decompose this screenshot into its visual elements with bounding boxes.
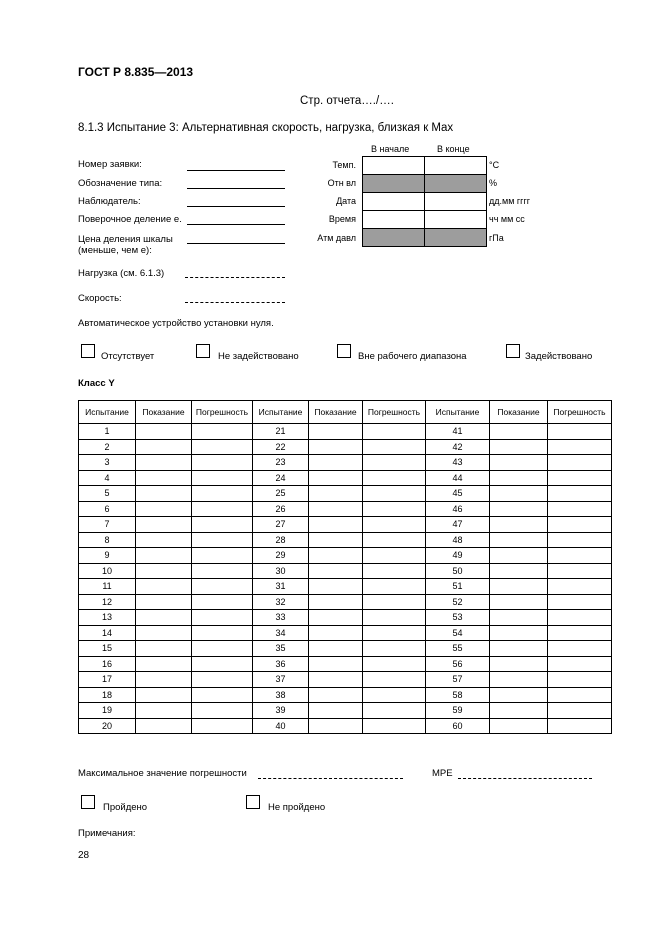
reading-cell[interactable] (490, 532, 548, 548)
reading-cell[interactable] (490, 501, 548, 517)
test-number-cell: 5 (79, 486, 136, 502)
error-cell[interactable] (548, 470, 612, 486)
header-test-3: Испытание (426, 401, 490, 424)
test-number-cell: 11 (79, 579, 136, 595)
error-cell[interactable] (363, 563, 426, 579)
temp-end-cell[interactable] (425, 157, 487, 175)
humidity-unit: % (489, 178, 498, 188)
error-cell[interactable] (548, 563, 612, 579)
reading-cell[interactable] (490, 486, 548, 502)
test-number-cell: 58 (426, 687, 490, 703)
test-number-cell: 50 (426, 563, 490, 579)
reading-cell[interactable] (490, 424, 548, 440)
error-cell[interactable] (548, 548, 612, 564)
reading-cell[interactable] (490, 641, 548, 657)
type-designation-field[interactable] (187, 188, 285, 189)
notes-label: Примечания: (78, 828, 136, 839)
reading-cell[interactable] (136, 687, 192, 703)
table-row (79, 548, 612, 564)
test-number-cell: 28 (253, 532, 309, 548)
max-error-label: Максимальное значение погрешности (78, 768, 247, 779)
error-cell[interactable] (363, 455, 426, 471)
error-cell[interactable] (548, 703, 612, 719)
test-number-cell: 49 (426, 548, 490, 564)
header-error-2: Погрешность (363, 401, 426, 424)
error-cell[interactable] (363, 470, 426, 486)
test-number-cell: 9 (79, 548, 136, 564)
start-column-header: В начале (371, 144, 410, 154)
header-test-2: Испытание (253, 401, 309, 424)
test-number-cell: 56 (426, 656, 490, 672)
test-number-cell: 31 (253, 579, 309, 595)
error-cell[interactable] (363, 687, 426, 703)
error-cell[interactable] (363, 424, 426, 440)
error-cell[interactable] (548, 486, 612, 502)
test-number-cell: 17 (79, 672, 136, 688)
reading-cell[interactable] (490, 656, 548, 672)
reading-cell[interactable] (309, 687, 363, 703)
error-cell[interactable] (363, 718, 426, 734)
table-row (79, 610, 612, 626)
error-cell[interactable] (548, 532, 612, 548)
reading-cell[interactable] (136, 641, 192, 657)
reading-cell[interactable] (490, 579, 548, 595)
header-error-3: Погрешность (548, 401, 612, 424)
test-number-cell: 59 (426, 703, 490, 719)
reading-cell[interactable] (136, 563, 192, 579)
error-cell[interactable] (548, 641, 612, 657)
test-number-cell: 14 (79, 625, 136, 641)
header-reading-2: Показание (309, 401, 363, 424)
failed-checkbox[interactable] (246, 795, 260, 809)
table-row (79, 532, 612, 548)
test-number-cell: 19 (79, 703, 136, 719)
test-number-cell: 48 (426, 532, 490, 548)
error-cell[interactable] (192, 532, 253, 548)
load-label: Нагрузка (см. 6.1.3) (78, 268, 165, 279)
test-number-cell: 54 (426, 625, 490, 641)
temp-unit: °C (489, 160, 500, 170)
reading-cell[interactable] (309, 563, 363, 579)
error-cell[interactable] (192, 517, 253, 533)
test-number-cell: 38 (253, 687, 309, 703)
type-designation-label: Обозначение типа: (78, 178, 163, 189)
error-cell[interactable] (363, 703, 426, 719)
table-row (79, 625, 612, 641)
test-number-cell: 42 (426, 439, 490, 455)
passed-checkbox[interactable] (81, 795, 95, 809)
temp-start-cell[interactable] (363, 157, 425, 175)
error-cell[interactable] (363, 548, 426, 564)
error-cell[interactable] (363, 579, 426, 595)
option-out-of-range-checkbox[interactable] (337, 344, 351, 358)
reading-cell[interactable] (490, 548, 548, 564)
observer-label: Наблюдатель: (78, 196, 141, 207)
error-cell[interactable] (548, 687, 612, 703)
test-number-cell: 22 (253, 439, 309, 455)
application-number-label: Номер заявки: (78, 159, 142, 170)
table-row (79, 703, 612, 719)
application-number-field[interactable] (187, 170, 285, 171)
temp-label: Темп. (332, 160, 356, 170)
reading-cell[interactable] (136, 517, 192, 533)
standard-number: ГОСТ Р 8.835—2013 (78, 65, 194, 79)
test-number-cell: 39 (253, 703, 309, 719)
reading-cell[interactable] (136, 548, 192, 564)
reading-cell[interactable] (136, 610, 192, 626)
table-row (79, 656, 612, 672)
zero-device-title: Автоматическое устройство установки нуля. (78, 318, 274, 329)
humidity-label: Отн вл (327, 178, 356, 188)
reading-cell[interactable] (490, 455, 548, 471)
reading-cell[interactable] (490, 563, 548, 579)
error-cell[interactable] (548, 718, 612, 734)
test-number-cell: 33 (253, 610, 309, 626)
error-cell[interactable] (363, 610, 426, 626)
reading-cell[interactable] (309, 424, 363, 440)
test-number-cell: 40 (253, 718, 309, 734)
error-cell[interactable] (363, 486, 426, 502)
error-cell[interactable] (363, 594, 426, 610)
test-number-cell: 8 (79, 532, 136, 548)
table-row (79, 501, 612, 517)
test-number-cell: 36 (253, 656, 309, 672)
report-page-reference: Стр. отчета…./…. (300, 95, 394, 107)
test-number-cell: 7 (79, 517, 136, 533)
error-cell[interactable] (548, 672, 612, 688)
test-number-cell: 1 (79, 424, 136, 440)
reading-cell[interactable] (309, 718, 363, 734)
pressure-label: Атм давл (317, 233, 356, 243)
reading-cell[interactable] (309, 439, 363, 455)
reading-cell[interactable] (136, 672, 192, 688)
reading-cell[interactable] (136, 656, 192, 672)
date-end-cell[interactable] (425, 193, 487, 211)
reading-cell[interactable] (136, 532, 192, 548)
test-number-cell: 41 (426, 424, 490, 440)
scale-interval-note: (меньше, чем e): (78, 245, 152, 256)
table-row (79, 594, 612, 610)
error-cell[interactable] (363, 517, 426, 533)
verification-interval-label: Поверочное деление e. (78, 214, 182, 225)
time-end-cell[interactable] (425, 211, 487, 229)
reading-cell[interactable] (136, 501, 192, 517)
error-cell[interactable] (548, 625, 612, 641)
reading-cell[interactable] (309, 470, 363, 486)
header-reading-3: Показание (490, 401, 548, 424)
reading-cell[interactable] (136, 470, 192, 486)
error-cell[interactable] (548, 424, 612, 440)
option-active-label: Задействовано (525, 351, 593, 362)
option-inactive-label: Не задействовано (218, 351, 299, 362)
option-inactive-checkbox[interactable] (196, 344, 210, 358)
section-title: 8.1.3 Испытание 3: Альтернативная скорость, нагрузка, близкая к Max (78, 122, 454, 134)
reading-cell[interactable] (490, 625, 548, 641)
test-number-cell: 51 (426, 579, 490, 595)
test-number-cell: 15 (79, 641, 136, 657)
error-cell[interactable] (363, 532, 426, 548)
test-number-cell: 30 (253, 563, 309, 579)
reading-cell[interactable] (136, 718, 192, 734)
table-row (79, 718, 612, 734)
test-number-cell: 23 (253, 455, 309, 471)
table-row (79, 563, 612, 579)
error-cell[interactable] (363, 501, 426, 517)
error-cell[interactable] (192, 656, 253, 672)
test-number-cell: 26 (253, 501, 309, 517)
reading-cell[interactable] (136, 594, 192, 610)
reading-cell[interactable] (490, 594, 548, 610)
time-label: Время (328, 214, 356, 224)
test-number-cell: 12 (79, 594, 136, 610)
time-unit: чч мм сс (489, 214, 525, 224)
error-cell[interactable] (192, 470, 253, 486)
test-number-cell: 32 (253, 594, 309, 610)
error-cell[interactable] (548, 656, 612, 672)
conditions-grid (362, 156, 487, 247)
reading-cell[interactable] (309, 672, 363, 688)
reading-cell[interactable] (309, 594, 363, 610)
table-row (79, 455, 612, 471)
test-number-cell: 43 (426, 455, 490, 471)
error-cell[interactable] (363, 641, 426, 657)
load-field[interactable] (185, 277, 285, 278)
test-number-cell: 24 (253, 470, 309, 486)
mpe-label: MPE (432, 768, 453, 779)
passed-label: Пройдено (103, 802, 148, 813)
reading-cell[interactable] (309, 517, 363, 533)
reading-cell[interactable] (136, 625, 192, 641)
error-cell[interactable] (192, 455, 253, 471)
reading-cell[interactable] (490, 672, 548, 688)
error-cell[interactable] (192, 687, 253, 703)
reading-cell[interactable] (309, 455, 363, 471)
test-number-cell: 34 (253, 625, 309, 641)
reading-cell[interactable] (136, 579, 192, 595)
option-absent-checkbox[interactable] (81, 344, 95, 358)
reading-cell[interactable] (490, 718, 548, 734)
error-cell[interactable] (548, 610, 612, 626)
error-cell[interactable] (192, 439, 253, 455)
error-cell[interactable] (548, 439, 612, 455)
table-row (79, 486, 612, 502)
scale-interval-field[interactable] (187, 243, 285, 244)
class-label: Класс Y (78, 378, 115, 389)
humidity-start-cell[interactable] (363, 175, 425, 193)
page-number: 28 (78, 850, 90, 861)
reading-cell[interactable] (136, 439, 192, 455)
error-cell[interactable] (548, 517, 612, 533)
test-number-cell: 57 (426, 672, 490, 688)
header-error-1: Погрешность (192, 401, 253, 424)
option-absent-label: Отсутствует (101, 351, 155, 362)
test-number-cell: 27 (253, 517, 309, 533)
reading-cell[interactable] (136, 486, 192, 502)
speed-field[interactable] (185, 302, 285, 303)
test-number-cell: 60 (426, 718, 490, 734)
table-row (79, 424, 612, 440)
max-error-field[interactable] (258, 778, 403, 779)
reading-cell[interactable] (136, 455, 192, 471)
scale-interval-label: Цена деления шкалы (78, 234, 173, 245)
end-column-header: В конце (437, 144, 470, 154)
reading-cell[interactable] (490, 703, 548, 719)
error-cell[interactable] (192, 703, 253, 719)
speed-label: Скорость: (78, 293, 122, 304)
test-number-cell: 3 (79, 455, 136, 471)
test-number-cell: 16 (79, 656, 136, 672)
error-cell[interactable] (192, 424, 253, 440)
error-cell[interactable] (192, 563, 253, 579)
reading-cell[interactable] (309, 486, 363, 502)
error-cell[interactable] (192, 641, 253, 657)
pressure-end-cell[interactable] (425, 229, 487, 247)
test-number-cell: 6 (79, 501, 136, 517)
reading-cell[interactable] (309, 625, 363, 641)
error-cell[interactable] (192, 625, 253, 641)
table-row (79, 672, 612, 688)
test-number-cell: 52 (426, 594, 490, 610)
reading-cell[interactable] (309, 548, 363, 564)
test-number-cell: 44 (426, 470, 490, 486)
test-number-cell: 46 (426, 501, 490, 517)
table-row (79, 579, 612, 595)
test-number-cell: 47 (426, 517, 490, 533)
test-number-cell: 21 (253, 424, 309, 440)
error-cell[interactable] (192, 548, 253, 564)
results-table (78, 400, 612, 734)
humidity-end-cell[interactable] (425, 175, 487, 193)
error-cell[interactable] (363, 439, 426, 455)
reading-cell[interactable] (136, 424, 192, 440)
reading-cell[interactable] (136, 703, 192, 719)
error-cell[interactable] (363, 625, 426, 641)
test-number-cell: 10 (79, 563, 136, 579)
error-cell[interactable] (548, 579, 612, 595)
verification-interval-field[interactable] (187, 224, 285, 225)
test-number-cell: 55 (426, 641, 490, 657)
test-number-cell: 25 (253, 486, 309, 502)
error-cell[interactable] (548, 455, 612, 471)
error-cell[interactable] (192, 486, 253, 502)
date-start-cell[interactable] (363, 193, 425, 211)
table-row (79, 470, 612, 486)
test-number-cell: 13 (79, 610, 136, 626)
reading-cell[interactable] (490, 470, 548, 486)
date-unit: дд.мм гггг (489, 196, 531, 206)
table-row (79, 641, 612, 657)
time-start-cell[interactable] (363, 211, 425, 229)
reading-cell[interactable] (309, 610, 363, 626)
header-reading-1: Показание (136, 401, 192, 424)
reading-cell[interactable] (490, 687, 548, 703)
error-cell[interactable] (548, 594, 612, 610)
pressure-start-cell[interactable] (363, 229, 425, 247)
reading-cell[interactable] (309, 656, 363, 672)
table-row (79, 439, 612, 455)
error-cell[interactable] (192, 718, 253, 734)
test-number-cell: 4 (79, 470, 136, 486)
test-number-cell: 45 (426, 486, 490, 502)
reading-cell[interactable] (490, 439, 548, 455)
error-cell[interactable] (363, 656, 426, 672)
reading-cell[interactable] (309, 501, 363, 517)
reading-cell[interactable] (309, 579, 363, 595)
error-cell[interactable] (363, 672, 426, 688)
test-number-cell: 35 (253, 641, 309, 657)
header-test-1: Испытание (79, 401, 136, 424)
option-active-checkbox[interactable] (506, 344, 520, 358)
error-cell[interactable] (192, 579, 253, 595)
test-number-cell: 29 (253, 548, 309, 564)
test-number-cell: 2 (79, 439, 136, 455)
reading-cell[interactable] (309, 703, 363, 719)
mpe-field[interactable] (458, 778, 592, 779)
reading-cell[interactable] (490, 610, 548, 626)
test-number-cell: 53 (426, 610, 490, 626)
test-number-cell: 20 (79, 718, 136, 734)
pressure-unit: гПа (489, 233, 504, 243)
test-number-cell: 18 (79, 687, 136, 703)
error-cell[interactable] (192, 501, 253, 517)
error-cell[interactable] (192, 610, 253, 626)
date-label: Дата (336, 196, 356, 206)
option-out-of-range-label: Вне рабочего диапазона (358, 351, 467, 362)
table-row (79, 517, 612, 533)
observer-field[interactable] (187, 206, 285, 207)
error-cell[interactable] (192, 672, 253, 688)
error-cell[interactable] (548, 501, 612, 517)
reading-cell[interactable] (309, 641, 363, 657)
table-row (79, 687, 612, 703)
reading-cell[interactable] (309, 532, 363, 548)
error-cell[interactable] (192, 594, 253, 610)
test-number-cell: 37 (253, 672, 309, 688)
failed-label: Не пройдено (268, 802, 326, 813)
reading-cell[interactable] (490, 517, 548, 533)
